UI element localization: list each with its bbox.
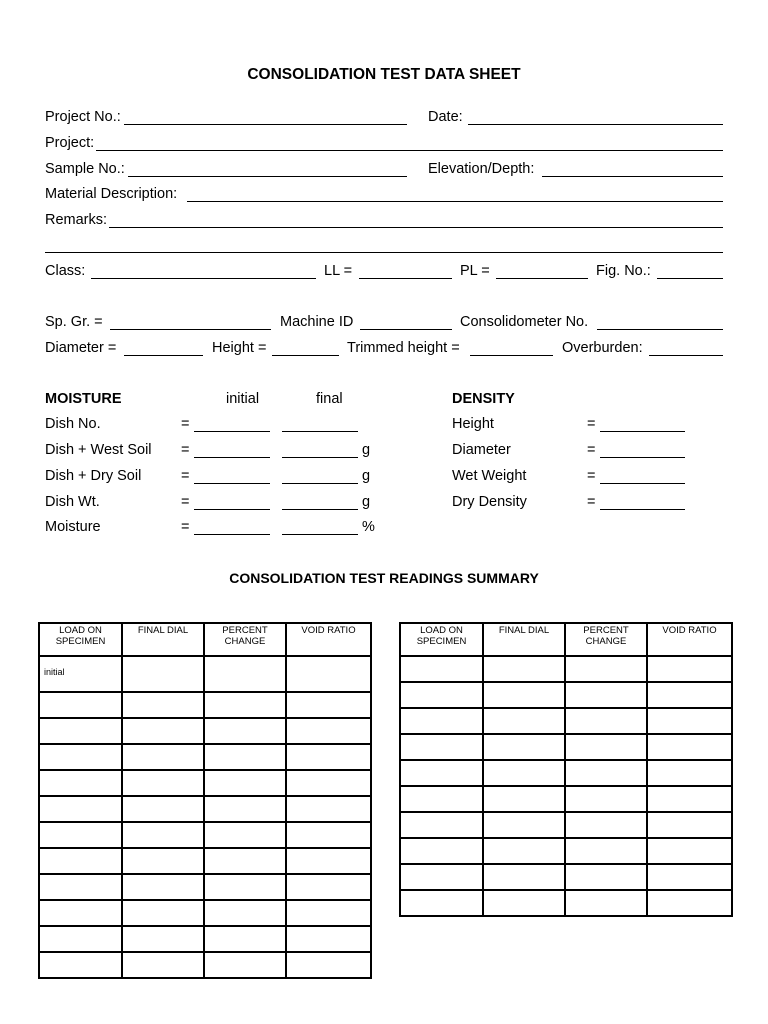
moisture-initial-field[interactable] [194,509,270,510]
table-row [39,952,371,978]
table-row [39,796,371,822]
table-cell[interactable] [483,864,565,890]
table-header-row [39,623,371,656]
table-cell[interactable] [286,874,371,900]
pl-field[interactable] [496,278,588,279]
summary-title: CONSOLIDATION TEST READINGS SUMMARY [229,570,539,586]
class-field[interactable] [91,278,316,279]
elevation-depth-field[interactable] [542,176,723,177]
material-description-label: Material Description: [45,186,178,202]
project-label: Project: [45,135,95,151]
overburden-field[interactable] [649,355,723,356]
table-cell[interactable] [483,890,565,916]
height-field[interactable] [272,355,339,356]
table-cell[interactable] [122,900,204,926]
moisture-col-final: final [316,391,343,407]
table-cell[interactable] [647,890,732,916]
table-cell[interactable] [122,848,204,874]
table-row [400,760,732,786]
table-row [400,682,732,708]
table-cell[interactable] [565,760,647,786]
table-row [39,692,371,718]
moisture-initial-field[interactable] [194,457,270,458]
density-row-equals: = [587,494,596,510]
moisture-initial-field[interactable] [194,431,270,432]
moisture-initial-field[interactable] [194,534,270,535]
table-cell[interactable] [647,812,732,838]
table-cell[interactable] [39,900,122,926]
moisture-row-unit: g [362,494,371,510]
table-row [39,770,371,796]
table-cell[interactable] [400,838,483,864]
readings-table-right [399,622,733,917]
ll-label: LL = [324,263,353,279]
column-header: VOID RATIO [286,623,371,656]
column-header: LOAD ON SPECIMEN [400,623,483,656]
table-row [39,822,371,848]
table-row [39,656,371,692]
table-cell[interactable] [647,656,732,682]
table-row [400,734,732,760]
table-cell[interactable] [647,682,732,708]
density-row-equals: = [587,442,596,458]
diameter-field[interactable] [124,355,203,356]
table-row [400,890,732,916]
moisture-row-label: Dish Wt. [45,494,100,510]
pl-label: PL = [460,263,490,279]
table-cell[interactable] [647,760,732,786]
table-cell[interactable] [286,718,371,744]
table-cell[interactable] [204,822,286,848]
table-cell[interactable] [565,838,647,864]
table-cell[interactable] [483,786,565,812]
column-header: PERCENT CHANGE [204,623,286,656]
column-header: FINAL DIAL [122,623,204,656]
remarks-label: Remarks: [45,212,108,228]
sp-gr-field[interactable] [110,329,271,330]
density-field[interactable] [600,509,685,510]
moisture-final-field[interactable] [282,431,358,432]
date-label: Date: [428,109,463,125]
moisture-row-equals: = [181,416,190,432]
table-cell[interactable] [400,708,483,734]
density-row-label: Wet Weight [452,468,527,484]
table-cell[interactable] [39,848,122,874]
table-row [39,900,371,926]
table-cell[interactable] [204,656,286,692]
table-cell[interactable] [39,744,122,770]
class-label: Class: [45,263,86,279]
table-cell[interactable] [565,864,647,890]
table-cell[interactable] [286,770,371,796]
table-cell[interactable] [39,952,122,978]
project-no-label: Project No.: [45,109,121,125]
machine-id-label: Machine ID [280,314,354,330]
table-cell[interactable] [400,656,483,682]
table-cell[interactable] [39,926,122,952]
sp-gr-label: Sp. Gr. = [45,314,103,330]
fig-no-field[interactable] [657,278,723,279]
elevation-depth-label: Elevation/Depth: [428,161,535,177]
overburden-label: Overburden: [562,340,643,356]
table-cell[interactable] [122,822,204,848]
table-cell[interactable] [400,864,483,890]
moisture-row-label: Dish + Dry Soil [45,468,142,484]
trimmed-height-field[interactable] [470,355,553,356]
table-cell[interactable] [122,718,204,744]
moisture-final-field[interactable] [282,534,358,535]
table-cell[interactable] [647,864,732,890]
table-cell[interactable] [483,812,565,838]
table-cell[interactable] [122,692,204,718]
project-field[interactable] [96,150,723,151]
readings-table-left [38,622,372,979]
density-field[interactable] [600,457,685,458]
table-cell[interactable] [565,656,647,682]
table-row [400,656,732,682]
table-cell[interactable] [286,952,371,978]
moisture-row-label: Dish + West Soil [45,442,152,458]
material-description-field[interactable] [187,201,723,202]
moisture-row-equals: = [181,468,190,484]
column-header: LOAD ON SPECIMEN [39,623,122,656]
consolidometer-no-field[interactable] [597,329,723,330]
table-cell[interactable] [286,796,371,822]
density-field[interactable] [600,483,685,484]
remarks-field-line-2[interactable] [45,252,723,253]
table-cell[interactable] [565,734,647,760]
table-cell[interactable] [204,848,286,874]
table-cell[interactable] [122,952,204,978]
table-cell[interactable] [39,770,122,796]
table-row [400,864,732,890]
table-cell[interactable] [565,812,647,838]
table-cell[interactable] [565,890,647,916]
table-cell[interactable] [204,692,286,718]
initial-cell[interactable]: initial [39,656,122,692]
date-field[interactable] [468,124,723,125]
table-cell[interactable] [483,656,565,682]
table-cell[interactable] [122,770,204,796]
moisture-row-unit: % [362,519,375,535]
table-cell[interactable] [286,848,371,874]
remarks-field[interactable] [109,227,723,228]
table-cell[interactable] [204,718,286,744]
density-row-label: Diameter [452,442,511,458]
table-cell[interactable] [647,786,732,812]
table-cell[interactable] [400,682,483,708]
moisture-row-equals: = [181,442,190,458]
moisture-final-field[interactable] [282,509,358,510]
table-cell[interactable] [565,708,647,734]
table-cell[interactable] [400,786,483,812]
table-cell[interactable] [122,874,204,900]
table-row [39,848,371,874]
density-field[interactable] [600,431,685,432]
moisture-row-label: Moisture [45,519,101,535]
table-cell[interactable] [400,734,483,760]
table-cell[interactable] [204,926,286,952]
machine-id-field[interactable] [360,329,452,330]
table-cell[interactable] [122,796,204,822]
table-row [400,708,732,734]
table-cell[interactable] [204,770,286,796]
table-cell[interactable] [647,838,732,864]
density-row-equals: = [587,416,596,432]
table-cell[interactable] [39,822,122,848]
moisture-row-label: Dish No. [45,416,101,432]
table-header-row [400,623,732,656]
moisture-final-field[interactable] [282,483,358,484]
table-cell[interactable] [286,926,371,952]
consolidometer-no-label: Consolidometer No. [460,314,589,330]
table-cell[interactable] [400,760,483,786]
height-label: Height = [212,340,267,356]
fig-no-label: Fig. No.: [596,263,651,279]
table-cell[interactable] [39,718,122,744]
table-row [400,838,732,864]
sample-no-field[interactable] [128,176,407,177]
moisture-row-unit: g [362,468,371,484]
trimmed-height-label: Trimmed height = [347,340,460,356]
table-cell[interactable] [204,744,286,770]
table-row [39,718,371,744]
table-row [39,744,371,770]
table-cell[interactable] [122,656,204,692]
table-cell[interactable] [400,812,483,838]
ll-field[interactable] [359,278,452,279]
moisture-row-equals: = [181,519,190,535]
table-cell[interactable] [286,656,371,692]
table-cell[interactable] [400,890,483,916]
table-cell[interactable] [204,952,286,978]
table-cell[interactable] [286,900,371,926]
table-cell[interactable] [647,708,732,734]
moisture-initial-field[interactable] [194,483,270,484]
column-header: PERCENT CHANGE [565,623,647,656]
table-cell[interactable] [39,796,122,822]
table-cell[interactable] [483,838,565,864]
table-cell[interactable] [286,744,371,770]
project-no-field[interactable] [124,124,407,125]
moisture-row-unit: g [362,442,371,458]
table-cell[interactable] [39,874,122,900]
table-cell[interactable] [204,796,286,822]
table-cell[interactable] [286,822,371,848]
table-cell[interactable] [565,786,647,812]
density-row-equals: = [587,468,596,484]
sample-no-label: Sample No.: [45,161,125,177]
table-cell[interactable] [565,682,647,708]
table-cell[interactable] [122,744,204,770]
table-cell[interactable] [483,760,565,786]
moisture-heading: MOISTURE [45,391,122,407]
table-cell[interactable] [204,900,286,926]
column-header: VOID RATIO [647,623,732,656]
moisture-col-initial: initial [226,391,260,407]
table-cell[interactable] [286,692,371,718]
moisture-row-equals: = [181,494,190,510]
table-row [39,874,371,900]
document-title: CONSOLIDATION TEST DATA SHEET [247,66,521,83]
table-cell[interactable] [483,708,565,734]
density-row-label: Dry Density [452,494,527,510]
table-cell[interactable] [647,734,732,760]
table-row [400,812,732,838]
table-row [400,786,732,812]
table-cell[interactable] [39,692,122,718]
column-header: FINAL DIAL [483,623,565,656]
table-cell[interactable] [483,682,565,708]
density-row-label: Height [452,416,494,432]
table-cell[interactable] [204,874,286,900]
table-row [39,926,371,952]
density-heading: DENSITY [452,391,515,407]
moisture-final-field[interactable] [282,457,358,458]
table-cell[interactable] [483,734,565,760]
diameter-label: Diameter = [45,340,117,356]
table-cell[interactable] [122,926,204,952]
